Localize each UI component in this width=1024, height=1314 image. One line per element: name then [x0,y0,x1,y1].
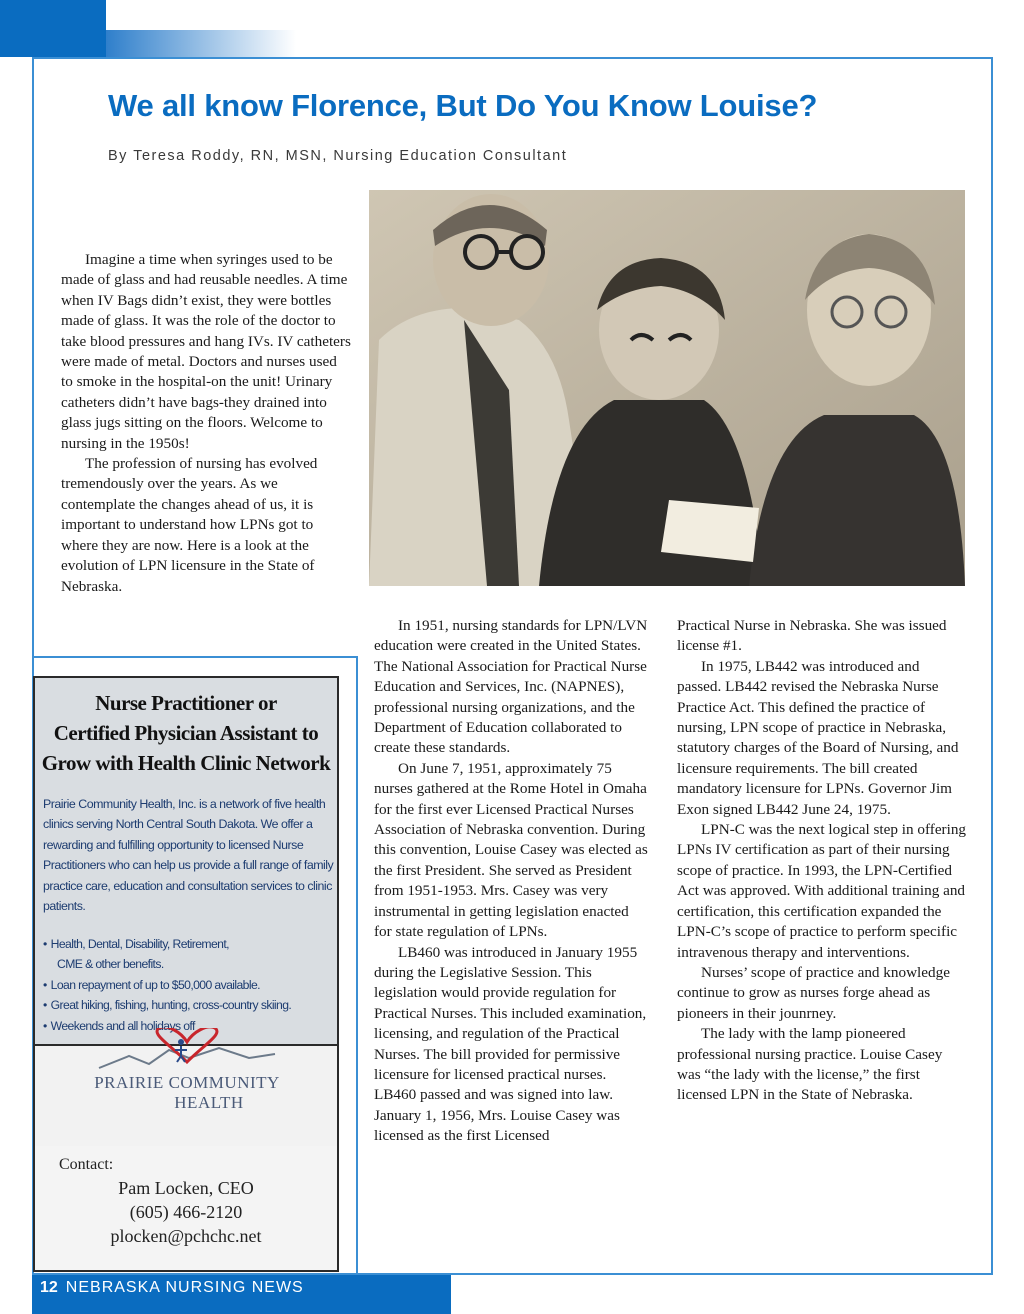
list-item: • Weekends and all holidays off [43,1018,195,1033]
article-byline: By Teresa Roddy, RN, MSN, Nursing Education Consultant [108,148,568,164]
paragraph: Practical Nurse in Nebraska. She was issued license #1. [677,617,947,655]
prairie-community-health-logo [89,1028,285,1116]
page-number: 12 [40,1279,58,1296]
list-item: • Great hiking, fishing, hunting, cross-country skiing. [43,998,292,1013]
ad-heading [35,688,337,778]
job-advertisement [33,676,339,1272]
list-item: • Loan repayment of up to $50,000 available. [43,977,260,992]
list-item: CME & other benefits. [57,957,164,972]
contact-label: Contact: [59,1156,114,1173]
contact-name: Pam Locken, CEO [118,1178,254,1198]
footer-bar [32,1275,451,1314]
paragraph: In 1951, nursing standards for LPN/LVN education were created in the United States. The National Association for Practical Nurse Education and Services, Inc. (NAPNES), professional nursing organizations, and the Department of Education collaborated to create these standards. [374,617,648,757]
contact-phone: (605) 466-2120 [129,1202,243,1222]
ad-heading-line: Certified Physician Assistant to [53,721,319,745]
paragraph: LPN-C was the next logical step in offering LPNs IV certification as part of their nursing scope of practice. In 1993, the LPN-Certified Act was approved. With additional training and certification, this certification expanded the LPN-C’s scope of practice to perform specific intravenous therapy and interventions. [677,821,967,961]
ad-heading-line: Nurse Practitioner or [95,691,277,715]
paragraph: Imagine a time when syringes used to be made of glass and had reusable needles. A time when IV Bags didn’t exist, they were bottles made of glass. It was the role of the doctor to take blood pressures and hang IVs. IV catheters were made of metal. Doctors and nurses used to smoke in the hospital-on the unit! Urinary catheters didn’t have bags-they drained into glass jugs sitting on the floors. Welcome to nursing in the 1950s! [61,251,351,452]
paragraph: The lady with the lamp pioneered professional nursing practice. Louise Casey was “the lady with the license,” the first licensed LPN in the State of Nebraska. [677,1025,943,1104]
ad-main-panel [35,678,337,1046]
paragraph: LB460 was introduced in January 1955 during the Legislative Session. This legislation would provide regulation for Practical Nurses. This included examination, licensing, and regulation of the Practical Nurses. The bill provided for permissive licensure for licensed practical nurses. LB460 passed and was signed into law. January 1, 1956, Mrs. Louise Casey was licensed as the first Licensed [374,943,647,1145]
contact-email[interactable]: plocken@pchchc.net [110,1226,262,1246]
logo-text-line: HEALTH [174,1093,244,1112]
ad-contact-panel [35,1146,337,1270]
ad-description: Prairie Community Health, Inc. is a network of five health clinics serving North Central South Dakota. We offer a rewarding and fulfilling opportunity to licensed Nurse Practitioners who can help us provide a full range of family practice care, education and consultation services to clinic patients. [43,797,334,914]
logo-text-line: PRAIRIE COMMUNITY [94,1073,280,1092]
historical-photo [369,190,965,586]
article-column-right [677,616,967,1106]
divider-line [32,656,358,658]
ad-benefits-list [43,934,339,1036]
paragraph: On June 7, 1951, approximately 75 nurses gathered at the Rome Hotel in Omaha for the first ever Licensed Practical Nurses Association of Nebraska convention. During this convention, Louise Casey was elected as the first President. She served as President from 1951-1953. Mrs. Casey was very instrumental in getting legislation enacted for state regulation of LPNs. [374,759,648,941]
header-corner-block [0,0,106,57]
article-column-left [61,250,351,597]
divider-line-vertical [356,656,358,1276]
ad-heading-line: Grow with Health Clinic Network [41,751,331,775]
footer-text [40,1279,304,1297]
article-column-middle [374,616,650,1147]
paragraph: Nurses’ scope of practice and knowledge continue to grow as nurses forge ahead as pioneers in their jounrney. [677,963,950,1022]
article-title: We all know Florence, But Do You Know Louise? [108,88,818,123]
header-gradient-bar [106,30,296,57]
paragraph: In 1975, LB442 was introduced and passed. LB442 revised the Nebraska Nurse Practice Act. This defined the practice of nursing, LPN scope of practice in Nebraska, statutory charges of the Board of Nursing, and licensure requirements. The bill created mandatory licensure for LPNs. Governor Jim Exon signed LB442 June 24, 1975. [677,657,959,818]
publication-name: NEBRASKA NURSING NEWS [65,1279,304,1296]
list-item: • Health, Dental, Disability, Retirement, [43,937,229,951]
paragraph: The profession of nursing has evolved tremendously over the years. As we contemplate the changes ahead of us, it is important to understand how LPNs got to where they are now. Here is a look at the evolution of LPN licensure in the State of Nebraska. [61,455,318,595]
